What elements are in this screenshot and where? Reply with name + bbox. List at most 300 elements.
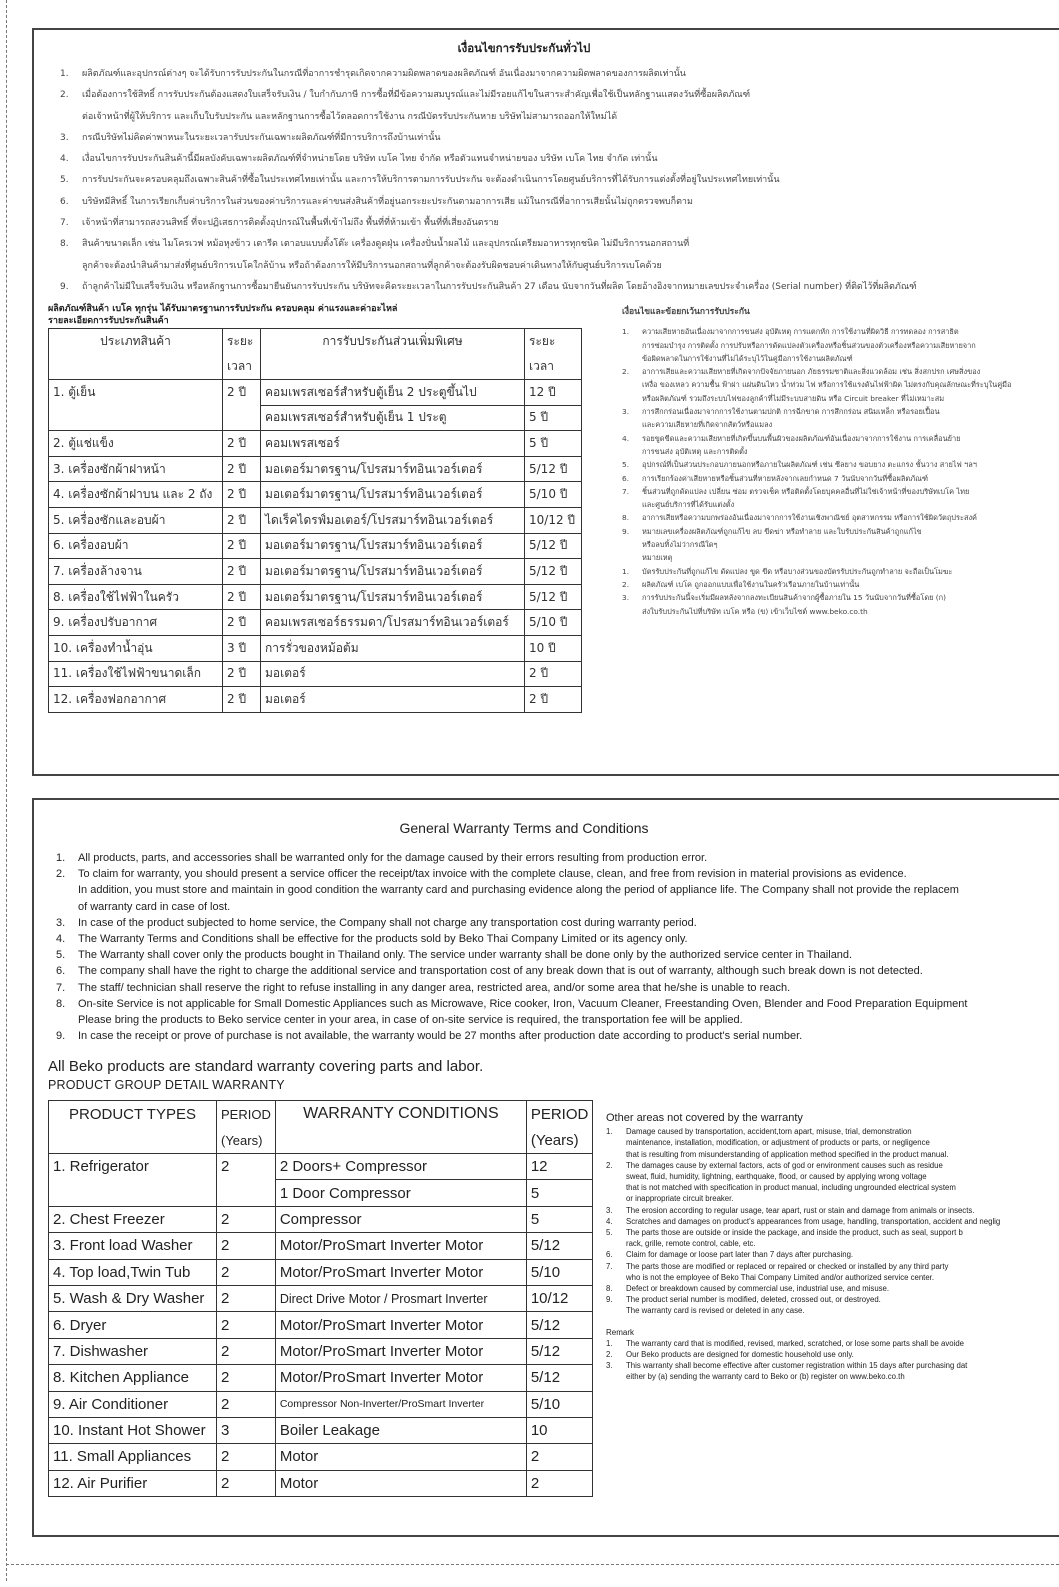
cell-period-2: 12 xyxy=(526,1154,593,1180)
cell-period: 2 ปี xyxy=(223,661,261,687)
cell-period xyxy=(223,405,261,431)
item-text: Damage caused by transportation, accident,torn apart, misuse, trial, demonstration xyxy=(626,1127,912,1137)
list-item xyxy=(56,980,1056,996)
cell-period: 2 ปี xyxy=(223,431,261,457)
list-item xyxy=(606,1227,1059,1249)
table-row xyxy=(49,661,582,687)
thai-intro-2: รายละเอียดการรับประกันสินค้า xyxy=(48,316,169,326)
cell-product: 3. Front load Washer xyxy=(49,1233,217,1259)
item-text: who is not the employee of Beko Thai Company Limited and/or authorized service center. xyxy=(626,1272,935,1282)
cell-period-2: 5/12 ปี xyxy=(525,456,582,482)
item-text: In case the receipt or prove of purchase is not available, the warranty would be 27 months after production date according to product's serial number. xyxy=(78,1030,803,1043)
item-text: Scratches and damages on product's appearances from usage, handling, transportation, accident and neglig xyxy=(626,1216,1001,1226)
cell-condition: มอเตอร์มาตรฐาน/โปรสมาร์ทอินเวอร์เตอร์ xyxy=(261,533,525,559)
item-text: The parts those are outside or inside the package, and inside the product, such as seal, support b xyxy=(626,1228,963,1238)
item-text: เหงื่อ ของเหลว ความชื้น ฟ้าผ่า แผ่นดินไหว น้ำท่วม ไฟ หรือการใช้แรงดันไฟฟ้าผิด ไม่ตรงกับคุณลักษณะที่ระบุในคู่มือ xyxy=(642,380,1012,390)
cell-period: 3 ปี xyxy=(223,635,261,661)
item-text: Claim for damage or loose part later than 7 days after purchasing. xyxy=(626,1250,854,1260)
cell-period: 2 xyxy=(217,1285,276,1311)
col-head-cond: WARRANTY CONDITIONS xyxy=(275,1101,526,1128)
item-number: 1. xyxy=(622,327,630,337)
item-number: 9. xyxy=(606,1295,613,1305)
item-text: รอยขูดขีดและความเสียหายที่เกิดขึ้นบนพื้นผิวของผลิตภัณฑ์อันเนื่องมาจากการใช้งาน การเคลื่อนย้าย xyxy=(642,433,961,443)
english-table-caption: PRODUCT GROUP DETAIL WARRANTY xyxy=(48,1078,285,1092)
item-number: 5. xyxy=(622,460,630,470)
cell-condition: มอเตอร์มาตรฐาน/โปรสมาร์ทอินเวอร์เตอร์ xyxy=(261,559,525,585)
cell-product: 1. ตู้เย็น xyxy=(49,380,223,406)
cell-period: 2 xyxy=(217,1312,276,1338)
cell-product: 11. เครื่องใช้ไฟฟ้าขนาดเล็ก xyxy=(49,661,223,687)
item-text: The erosion according to regular usage, tear apart, rust or stain and damage from animals or insects. xyxy=(626,1205,975,1215)
list-item xyxy=(56,915,1056,931)
col-head-period-unit: เวลา xyxy=(223,354,261,380)
item-number: 4. xyxy=(622,433,630,443)
cell-period-2: 10 ปี xyxy=(525,635,582,661)
cell-condition: Motor/ProSmart Inverter Motor xyxy=(275,1259,526,1285)
item-number: 5. xyxy=(60,175,69,186)
item-text: ชิ้นส่วนที่ถูกดัดแปลง เปลี่ยน ซ่อม ตรวจเช็ค หรือติดตั้งโดยบุคคลอื่นที่ไม่ใช่เจ้าหน้าที่ของบริษัทเบโค ไทย xyxy=(642,486,970,496)
table-row xyxy=(49,1312,593,1338)
english-title: General Warranty Terms and Conditions xyxy=(399,820,649,836)
cell-condition: มอเตอร์มาตรฐาน/โปรสมาร์ทอินเวอร์เตอร์ xyxy=(261,584,525,610)
item-number: 7. xyxy=(606,1261,613,1271)
col-head-cond: การรับประกันส่วนเพิ่มพิเศษ xyxy=(261,329,525,355)
cell-condition: คอมเพรสเซอร์สำหรับตู้เย็น 2 ประตูขึ้นไป xyxy=(261,380,525,406)
item-text: การรับประกันจะครอบคลุมถึงเฉพาะสินค้าที่ซื้อในประเทศไทยเท่านั้น และการให้บริการตามการรับประกัน จะต้องดำเนินการโดยศูนย์บริการที่ได้รับการแต่งตั้งที่อยู่ในประเทศไทยเท่านั้น xyxy=(82,175,780,186)
list-item xyxy=(622,525,1059,552)
list-item xyxy=(56,850,1056,866)
cell-product xyxy=(49,405,223,431)
item-number: 9. xyxy=(60,281,69,292)
item-number: 6. xyxy=(56,965,66,978)
item-text: อุปกรณ์ที่เป็นส่วนประกอบภายนอกหรือภายในผลิตภัณฑ์ เช่น ซีลยาง ขอบยาง ตะแกรง ชั้นวาง สายไฟ ฯลฯ xyxy=(642,460,977,470)
list-item xyxy=(622,405,1059,432)
cell-condition: ไดเร็คไดรฟ์มอเตอร์/โปรสมาร์ทอินเวอร์เตอร์ xyxy=(261,507,525,533)
cell-period-2: 5/12 ปี xyxy=(525,533,582,559)
cell-product: 6. เครื่องอบผ้า xyxy=(49,533,223,559)
item-text: either by (a) sending the warranty card to Beko or (b) register on www.beko.co.th xyxy=(626,1372,905,1382)
cell-product: 10. เครื่องทำน้ำอุ่น xyxy=(49,635,223,661)
cell-period: 2 ปี xyxy=(223,533,261,559)
item-number: 8. xyxy=(622,513,630,523)
table-row xyxy=(49,1444,593,1470)
list-item xyxy=(56,963,1056,979)
cell-condition: Motor/ProSmart Inverter Motor xyxy=(275,1365,526,1391)
cell-period-2: 10/12 ปี xyxy=(525,507,582,533)
item-text: The company shall have the right to charge the additional service and transportation cost of any break down that is out of warranty, although such break down is not detected. xyxy=(78,965,923,978)
item-text: หรือผลิตภัณฑ์ รวมถึงระบบไฟของลูกค้าที่ไม่มีระบบสายดิน หรือ Circuit breaker ที่ไม่เหมาะสม xyxy=(642,393,945,403)
cell-condition: คอมเพรสเซอร์ธรรมดา/โปรสมาร์ทอินเวอร์เตอร์ xyxy=(261,610,525,636)
cell-period-2: 5/10 xyxy=(526,1391,593,1417)
list-item xyxy=(622,578,1059,591)
table-row xyxy=(49,1233,593,1259)
col-head-period2-unit: เวลา xyxy=(525,354,582,380)
cell-product: 11. Small Appliances xyxy=(49,1444,217,1470)
list-item xyxy=(622,458,1059,471)
list-item xyxy=(60,85,1050,128)
item-text: สินค้าขนาดเล็ก เช่น ไมโครเวฟ หม้อหุงข้าว เตารีด เตาอบแบบตั้งโต๊ะ เครื่องดูดฝุ่น เครื่องปั่นน้ำผลไม้ และอุปกรณ์เตรียมอาหารทุกชนิด ไม่มีบริการนอกสถานที่ xyxy=(82,239,690,250)
cell-product: 3. เครื่องซักผ้าฝาหน้า xyxy=(49,456,223,482)
item-number: 2. xyxy=(60,90,69,101)
cell-period-2: 5/12 xyxy=(526,1365,593,1391)
thai-terms-list xyxy=(60,64,1050,298)
cell-period-2: 5/12 xyxy=(526,1312,593,1338)
english-warranty-table xyxy=(48,1100,593,1497)
item-text: The parts those are modified or replaced or repaired or checked or installed by any third party xyxy=(626,1261,949,1271)
cell-condition: 2 Doors+ Compressor xyxy=(275,1154,526,1180)
cell-product: 12. เครื่องฟอกอากาศ xyxy=(49,687,223,713)
cell-period: 2 xyxy=(217,1470,276,1496)
item-number: 6. xyxy=(60,196,69,207)
list-item xyxy=(606,1349,1059,1360)
item-text: หรือลบทิ้งไม่ว่ากรณีใดๆ xyxy=(642,540,718,550)
cell-period-2: 5 ปี xyxy=(525,431,582,457)
item-text: The warranty card that is modified, revised, marked, scratched, or lose some parts shall be avoide xyxy=(626,1338,965,1348)
cell-period-2: 5/12 ปี xyxy=(525,584,582,610)
table-row xyxy=(49,1470,593,1496)
cell-period-2: 2 xyxy=(526,1444,593,1470)
cell-condition: Compressor xyxy=(275,1206,526,1232)
english-intro: All Beko products are standard warranty covering parts and labor. xyxy=(48,1058,484,1075)
item-number: 5. xyxy=(56,949,66,962)
thai-warranty-panel xyxy=(32,28,1059,776)
list-item xyxy=(622,365,1059,405)
list-item xyxy=(622,485,1059,512)
item-text: In addition, you must store and maintain in good condition the warranty card and purchasing evidence along the period of appliance life. The Company shall not provide the replacem xyxy=(78,884,959,897)
list-item xyxy=(60,64,1050,85)
item-number: 3. xyxy=(56,916,66,929)
cell-product: 5. Wash & Dry Washer xyxy=(49,1285,217,1311)
col-head-period: PERIOD xyxy=(217,1101,276,1128)
item-text: กรณีบริษัทไม่คิดค่าพาหนะในระยะเวลารับประกันเฉพาะผลิตภัณฑ์ที่มีการบริการถึงบ้านเท่านั้น xyxy=(82,132,441,143)
item-text: The damages cause by external factors, acts of god or environment causes such as residue xyxy=(626,1160,943,1170)
item-number: 2. xyxy=(622,367,630,377)
cell-condition: Motor/ProSmart Inverter Motor xyxy=(275,1338,526,1364)
cell-product: 4. Top load,Twin Tub xyxy=(49,1259,217,1285)
table-row xyxy=(49,507,582,533)
cell-product: 5. เครื่องซักและอบผ้า xyxy=(49,507,223,533)
list-item xyxy=(60,192,1050,213)
item-number: 3. xyxy=(606,1361,613,1371)
english-remarks-list xyxy=(606,1338,1059,1383)
cell-period-2: 10 xyxy=(526,1417,593,1443)
item-number: 7. xyxy=(60,218,69,229)
item-number: 1. xyxy=(60,69,69,79)
table-row xyxy=(49,456,582,482)
item-text: The staff/ technician shall reserve the right to refuse installing in any danger area, restricted area, and/or some area that he/she is unable to reach. xyxy=(78,981,791,994)
col-head-type: PRODUCT TYPES xyxy=(49,1101,217,1128)
item-text: การเรียกร้องค่าเสียหายหรือชิ้นส่วนที่หายหลังจากเลยกำหนด 7 วันนับจากวันที่ซื้อผลิตภัณฑ์ xyxy=(642,473,929,483)
item-number: 8. xyxy=(56,997,66,1010)
col-head-period2: ระยะ xyxy=(525,329,582,355)
item-number: 7. xyxy=(622,486,630,496)
cell-period-2: 5/10 ปี xyxy=(525,610,582,636)
thai-remarks-list xyxy=(622,565,1059,618)
item-text: ลูกค้าจะต้องนำสินค้ามาส่งที่ศูนย์บริการเบโคใกล้บ้าน หรือถ้าต้องการให้มีบริการนอกสถานที่ลูกค้าจะต้องรับผิดชอบค่าเดินทางให้กับศูนย์บริการเบโคด้วย xyxy=(82,260,662,271)
cell-condition: Motor xyxy=(275,1470,526,1496)
table-row xyxy=(49,559,582,585)
item-text: The Warranty Terms and Conditions shall be effective for the products sold by Beko Thai Company Limited or its agency only. xyxy=(78,933,688,946)
item-text: rack, grille, remote control, cable, etc. xyxy=(626,1239,756,1249)
list-item xyxy=(606,1261,1059,1283)
cell-period-2: 5 xyxy=(526,1206,593,1232)
item-number: 1. xyxy=(606,1338,613,1348)
list-item xyxy=(60,170,1050,191)
item-text: หมายเลขเครื่องผลิตภัณฑ์ถูกแก้ไข ลบ ขีดฆ่า หรือทำลาย และใบรับประกันสินค้าถูกแก้ไข xyxy=(642,526,922,536)
thai-exclusions xyxy=(622,306,1059,618)
col-head-period2: PERIOD xyxy=(526,1101,593,1128)
cell-period: 2 xyxy=(217,1338,276,1364)
list-item xyxy=(60,277,1050,298)
col-head-period2-unit: (Years) xyxy=(526,1127,593,1154)
item-text: เงื่อนไขการรับประกันสินค้านี้มีผลบังคับเฉพาะผลิตภัณฑ์ที่จำหน่ายโดย บริษัท เบโค ไทย จำกัด หรือตัวแทนจำหน่ายของ บริษัท เบโค ไทย จำกัด เท่านั้น xyxy=(82,154,658,165)
cell-condition: Motor xyxy=(275,1444,526,1470)
table-row xyxy=(49,687,582,713)
cell-period xyxy=(217,1180,276,1206)
table-row xyxy=(49,1365,593,1391)
item-text: Our Beko products are designed for domestic household use only. xyxy=(626,1350,854,1360)
item-number: 4. xyxy=(60,154,69,165)
item-text: On-site Service is not applicable for Small Domestic Appliances such as Microwave, Rice cooker, Iron, Vacuum Cleaner, Freestanding Oven, Blender and Food Preparation Equipment xyxy=(78,997,968,1010)
list-item xyxy=(56,947,1056,963)
table-row xyxy=(49,1391,593,1417)
list-item xyxy=(606,1283,1059,1294)
item-number: 8. xyxy=(60,239,69,250)
cell-period: 2 ปี xyxy=(223,507,261,533)
item-number: 1. xyxy=(56,852,66,864)
item-text: The product serial number is modified, deleted, crossed out, or destroyed. xyxy=(626,1295,881,1305)
item-number: 6. xyxy=(622,473,630,483)
item-text: To claim for warranty, you should present a service officer the receipt/tax invoice with the complete clause, clean, and free from revision in material provisions as evidence. xyxy=(78,868,907,881)
cell-condition: Direct Drive Motor / Prosmart Inverter xyxy=(275,1285,526,1311)
cell-condition: มอเตอร์มาตรฐาน/โปรสมาร์ทอินเวอร์เตอร์ xyxy=(261,482,525,508)
list-item xyxy=(60,234,1050,277)
cell-period: 2 ปี xyxy=(223,584,261,610)
item-text: of warranty card in case of lost. xyxy=(78,900,231,913)
list-item xyxy=(56,866,1056,915)
table-row xyxy=(49,533,582,559)
item-text: In case of the product subjected to home service, the Company shall not charge any transportation cost during warranty period. xyxy=(78,916,697,929)
cell-product: 7. เครื่องล้างจาน xyxy=(49,559,223,585)
cell-condition: Boiler Leakage xyxy=(275,1417,526,1443)
table-row xyxy=(49,610,582,636)
cell-period-2: 2 ปี xyxy=(525,661,582,687)
cell-product: 9. Air Conditioner xyxy=(49,1391,217,1417)
cell-condition: คอมเพรสเซอร์สำหรับตู้เย็น 1 ประตู xyxy=(261,405,525,431)
col-head-type: ประเภทสินค้า xyxy=(49,329,223,355)
cell-period: 2 xyxy=(217,1233,276,1259)
cell-product: 8. Kitchen Appliance xyxy=(49,1365,217,1391)
item-text: และความเสียหายที่เกิดจากสัตว์หรือแมลง xyxy=(642,420,773,430)
table-row xyxy=(49,1259,593,1285)
col-head-period: ระยะ xyxy=(223,329,261,355)
list-item xyxy=(606,1160,1059,1205)
english-terms-list xyxy=(56,850,1056,1044)
cell-period-2: 5/12 xyxy=(526,1233,593,1259)
table-row xyxy=(49,1206,593,1232)
list-item xyxy=(60,128,1050,149)
list-item xyxy=(622,325,1059,365)
item-text: บัตรรับประกันที่ถูกแก้ไข ดัดแปลง ขูด ขีด หรือบางส่วนของบัตรรับประกันถูกทำลาย จะถือเป็นโมฆะ xyxy=(642,566,953,576)
cell-period: 2 ปี xyxy=(223,380,261,406)
item-text: ถ้าลูกค้าไม่มีใบเสร็จรับเงิน หรือหลักฐานการซื้อมายืนยันการรับประกัน บริษัทจะคิดระยะเวลาในการรับประกันสินค้า 27 เดือน นับจากวันที่ผลิต โดยอ้างอิงจากหมายเลขประจำเครื่อง (Serial number) ที่ติดไว้ที่ผลิตภัณฑ์ xyxy=(82,281,917,292)
english-remark-title: Remark xyxy=(606,1327,635,1337)
cell-product: 4. เครื่องซักผ้าฝาบน และ 2 ถัง xyxy=(49,482,223,508)
cell-period-2: 10/12 xyxy=(526,1285,593,1311)
cell-period: 2 ปี xyxy=(223,456,261,482)
item-text: Please bring the products to Beko service center in your area, in case of on-site service is required, the transportation fee will be applied. xyxy=(78,1014,743,1027)
thai-remark-title: หมายเหตุ xyxy=(642,553,673,563)
table-row xyxy=(49,380,582,406)
item-number: 2. xyxy=(606,1160,613,1170)
list-item xyxy=(606,1205,1059,1216)
cut-line-bottom xyxy=(6,1564,1059,1565)
item-text: ส่งใบรับประกันไปที่บริษัท เบโค หรือ (ข) เข้าเว็บไซต์ www.beko.co.th xyxy=(642,606,868,616)
list-item xyxy=(622,472,1059,485)
list-item xyxy=(622,432,1059,459)
table-row xyxy=(49,405,582,431)
list-item xyxy=(606,1338,1059,1349)
cell-condition: การรั่วของหม้อต้ม xyxy=(261,635,525,661)
cell-period: 2 ปี xyxy=(223,482,261,508)
table-row xyxy=(49,1338,593,1364)
item-number: 1. xyxy=(622,566,630,576)
list-item xyxy=(60,213,1050,234)
item-number: 4. xyxy=(606,1216,613,1226)
cell-period-2: 5/10 xyxy=(526,1259,593,1285)
table-row xyxy=(49,635,582,661)
list-item xyxy=(622,565,1059,578)
item-number: 1. xyxy=(606,1127,613,1137)
item-text: maintenance, installation, modification, or adjustment of products or parts, or negligence xyxy=(626,1138,930,1148)
cell-period-2: 5/12 ปี xyxy=(525,559,582,585)
cell-period-2: 5 xyxy=(526,1180,593,1206)
list-item xyxy=(56,1028,1056,1044)
cell-period-2: 5 ปี xyxy=(525,405,582,431)
table-row xyxy=(49,1180,593,1206)
item-text: ข้อผิดพลาดในการใช้งานที่ไม่ได้ระบุไว้ในคู่มือการใช้งานผลิตภัณฑ์ xyxy=(642,353,853,363)
item-text: ต่อเจ้าหน้าที่ผู้ให้บริการ และเก็บใบรับประกัน และหลักฐานการซื้อไว้ตลอดการใช้งาน กรณีบัตรรับประกันหาย บริษัทไม่สามารถออกให้ใหม่ได้ xyxy=(82,111,618,122)
list-item xyxy=(622,591,1059,618)
table-row xyxy=(49,1154,593,1180)
item-number: 2. xyxy=(606,1350,613,1360)
item-number: 9. xyxy=(622,526,630,536)
item-text: Defect or breakdown caused by commercial use, industrial use, and misuse. xyxy=(626,1284,890,1294)
item-number: 9. xyxy=(56,1030,66,1043)
cut-line-left xyxy=(6,0,7,1581)
cell-condition: มอเตอร์ xyxy=(261,687,525,713)
cell-period: 2 xyxy=(217,1391,276,1417)
cell-condition: มอเตอร์ xyxy=(261,661,525,687)
list-item xyxy=(606,1294,1059,1316)
cell-period: 2 ปี xyxy=(223,610,261,636)
item-text: or inappropriate circuit breaker. xyxy=(626,1194,734,1204)
item-text: การรับประกันนี้จะเริ่มมีผลหลังจากลงทะเบียนสินค้าจากผู้ซื้อภายใน 15 วันนับจากวันที่ซื้อโดย (ก) xyxy=(642,593,947,603)
cell-product xyxy=(49,1180,217,1206)
cell-period: 2 xyxy=(217,1444,276,1470)
thai-intro-1: ผลิตภัณฑ์สินค้า เบโค ทุกรุ่น ได้รับมาตรฐานการรับประกัน ครอบคลุม ค่าแรงและค่าอะไหล่ xyxy=(48,304,398,314)
thai-warranty-table xyxy=(48,328,582,713)
item-number: 8. xyxy=(606,1284,613,1294)
item-text: การสึกกร่อนเนื่องมาจากการใช้งานตามปกติ การฉีกขาด การสึกกร่อน สนิมเหล็ก หรือรอยเปื้อน xyxy=(642,407,940,417)
item-text: อาการเสียและความเสียหายที่เกิดจากปัจจัยภายนอก ภัยธรรมชาติและสิ่งแวดล้อม เช่น สิ่งสกปรก เศษสิ่งของ xyxy=(642,367,981,377)
cell-condition: คอมเพรสเซอร์ xyxy=(261,431,525,457)
list-item xyxy=(606,1249,1059,1260)
cell-condition: มอเตอร์มาตรฐาน/โปรสมาร์ทอินเวอร์เตอร์ xyxy=(261,456,525,482)
item-number: 3. xyxy=(606,1205,613,1215)
cell-period-2: 5/10 ปี xyxy=(525,482,582,508)
list-item xyxy=(606,1126,1059,1160)
list-item xyxy=(60,149,1050,170)
thai-title: เงื่อนไขการรับประกันทั่วไป xyxy=(457,41,591,55)
cell-product: 2. Chest Freezer xyxy=(49,1206,217,1232)
item-number: 4. xyxy=(56,933,66,946)
cell-product: 12. Air Purifier xyxy=(49,1470,217,1496)
item-number: 3. xyxy=(622,593,630,603)
cell-condition: Motor/ProSmart Inverter Motor xyxy=(275,1233,526,1259)
cell-period: 2 xyxy=(217,1259,276,1285)
cell-period-2: 12 ปี xyxy=(525,380,582,406)
cell-period: 2 xyxy=(217,1154,276,1180)
item-text: The Warranty shall cover only the products bought in Thailand only. The service under warranty shall be done only by the authorized service center in Thailand. xyxy=(78,949,853,962)
cell-period: 2 xyxy=(217,1365,276,1391)
cell-product: 7. Dishwasher xyxy=(49,1338,217,1364)
item-text: that is resulting from misunderstanding of application method specified in the product manual. xyxy=(626,1149,949,1159)
cell-period: 2 xyxy=(217,1206,276,1232)
list-item xyxy=(606,1360,1059,1382)
item-number: 2. xyxy=(622,579,630,589)
english-exclusions xyxy=(606,1113,1059,1383)
list-item xyxy=(56,996,1056,1028)
item-text: ความเสียหายอันเนื่องมาจากการขนส่ง อุบัติเหตุ การแตกหัก การใช้งานที่ผิดวิธี การทดลอง การสาธิต xyxy=(642,327,959,337)
cell-product: 1. Refrigerator xyxy=(49,1154,217,1180)
cell-period-2: 2 xyxy=(526,1470,593,1496)
item-number: 3. xyxy=(622,407,630,417)
item-text: The warranty card is revised or deleted in any case. xyxy=(626,1306,805,1316)
item-text: This warranty shall become effective after customer registration within 15 days after purchasing dat xyxy=(626,1361,968,1371)
table-row xyxy=(49,1285,593,1311)
cell-period: 2 ปี xyxy=(223,559,261,585)
item-number: 7. xyxy=(56,981,66,994)
item-text: บริษัทมีสิทธิ์ ในการเรียกเก็บค่าบริการในส่วนของค่าบริการและค่าขนส่งสินค้าที่อยู่นอกระยะประกันตามอาการเสีย แม้ในกรณีที่อาการเสียนั้นไม่ถูกตรวจพบก็ตาม xyxy=(82,196,693,207)
cell-product: 2. ตู้แช่แข็ง xyxy=(49,431,223,457)
item-text: ผลิตภัณฑ์และอุปกรณ์ต่างๆ จะได้รับการรับประกันในกรณีที่อาการชำรุดเกิดจากความผิดพลาดของผลิตภัณฑ์ อันเนื่องมาจากความผิดพลาดของการผลิตเท่านั้น xyxy=(82,69,686,79)
cell-condition: Compressor Non-Inverter/ProSmart Inverter xyxy=(275,1391,526,1417)
cell-period-2: 2 ปี xyxy=(525,687,582,713)
thai-exclusions-list xyxy=(622,325,1059,551)
item-text: ผลิตภัณฑ์ เบโค ถูกออกแบบเพื่อใช้งานในครัวเรือนภายในบ้านเท่านั้น xyxy=(642,579,860,589)
item-number: 6. xyxy=(606,1250,613,1260)
item-text: และศูนย์บริการที่ได้รับแต่งตั้ง xyxy=(642,500,735,510)
item-text: อาการเสียหรือความบกพร่องอันเนื่องมาจากการใช้งานเชิงพาณิชย์ อุตสาหกรรม หรือการใช้ผิดวัตถุประสงค์ xyxy=(642,513,978,523)
cell-period-2: 5/12 xyxy=(526,1338,593,1364)
cell-product: 9. เครื่องปรับอากาศ xyxy=(49,610,223,636)
table-row xyxy=(49,1417,593,1443)
item-text: การขนส่ง อุบัติเหตุ และการติดตั้ง xyxy=(642,446,748,456)
cell-condition: Motor/ProSmart Inverter Motor xyxy=(275,1312,526,1338)
item-text: All products, parts, and accessories shall be warranted only for the damage caused by their errors resulting from production error. xyxy=(78,852,708,864)
table-row xyxy=(49,482,582,508)
item-number: 3. xyxy=(60,132,69,143)
thai-exclusions-title: เงื่อนไขและข้อยกเว้นการรับประกัน xyxy=(622,307,750,317)
english-exclusions-list xyxy=(606,1126,1059,1316)
item-number: 2. xyxy=(56,868,66,881)
cell-period: 3 xyxy=(217,1417,276,1443)
cell-condition: 1 Door Compressor xyxy=(275,1180,526,1206)
english-warranty-panel xyxy=(32,798,1059,1537)
item-text: เจ้าหน้าที่สามารถสงวนสิทธิ์ ที่จะปฏิเสธการติดตั้งอุปกรณ์ในพื้นที่เข้าไม่ถึง พื้นที่ที่ห้ามเข้า พื้นที่ที่เสี่ยงอันตราย xyxy=(82,218,499,229)
item-text: การซ่อมบำรุง การติดตั้ง การปรับหรือการดัดแปลงตัวเครื่องหรือชิ้นส่วนของตัวเครื่องหรือความเสียหายจาก xyxy=(642,340,976,350)
